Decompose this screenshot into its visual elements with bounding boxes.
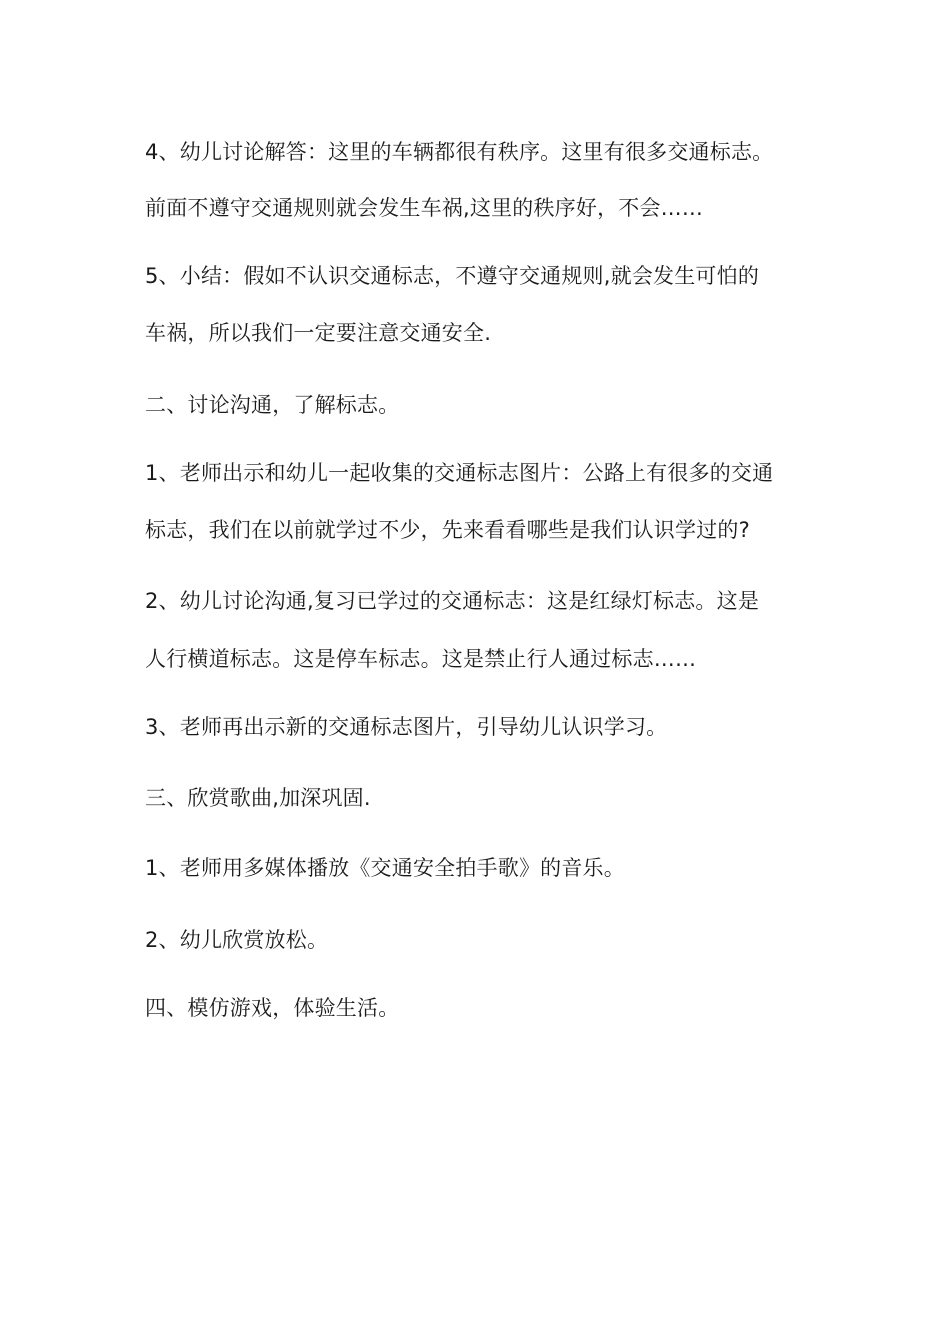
paragraph-line: 2、幼儿讨论沟通,复习已学过的交通标志：这是红绿灯标志。这是 — [145, 589, 760, 613]
paragraph-line: 1、老师出示和幼儿一起收集的交通标志图片：公路上有很多的交通 — [145, 461, 774, 485]
paragraph-line: 3、老师再出示新的交通标志图片，引导幼儿认识学习。 — [145, 715, 668, 739]
paragraph-line: 1、老师用多媒体播放《交通安全拍手歌》的音乐。 — [145, 856, 625, 880]
paragraph-line: 4、幼儿讨论解答：这里的车辆都很有秩序。这里有很多交通标志。 — [145, 140, 774, 164]
section-heading: 四、模仿游戏，体验生活。 — [145, 996, 400, 1020]
paragraph-line: 前面不遵守交通规则就会发生车祸,这里的秩序好，不会…… — [145, 196, 704, 220]
paragraph-line: 人行横道标志。这是停车标志。这是禁止行人通过标志…… — [145, 647, 697, 671]
section-heading: 三、欣赏歌曲,加深巩固. — [145, 786, 371, 810]
paragraph-line: 车祸，所以我们一定要注意交通安全. — [145, 321, 492, 345]
section-heading: 二、讨论沟通，了解标志。 — [145, 393, 400, 417]
paragraph-line: 标志，我们在以前就学过不少，先来看看哪些是我们认识学过的? — [145, 518, 750, 542]
paragraph-line: 2、幼儿欣赏放松。 — [145, 928, 329, 952]
paragraph-line: 5、小结：假如不认识交通标志，不遵守交通规则,就会发生可怕的 — [145, 264, 760, 288]
